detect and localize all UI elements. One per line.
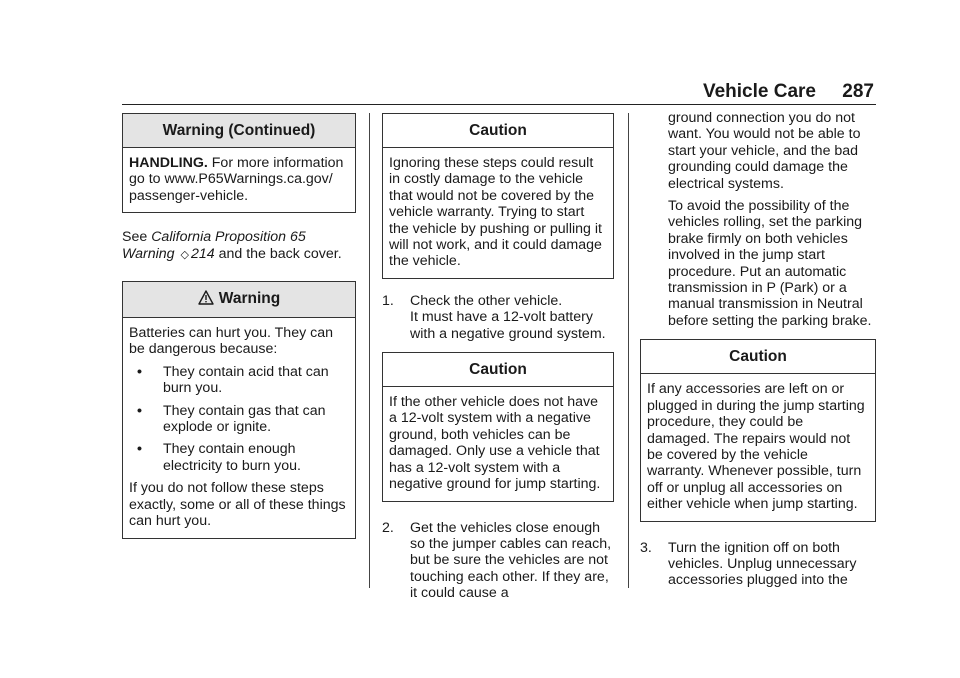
see-rest: and the back cover. [214,245,342,262]
caution-box-2 [382,352,614,501]
warning-continued-box [122,113,356,213]
step-number: 1. [382,292,394,309]
caution-title-2: Caution [383,353,613,387]
warning-header [123,282,355,318]
column-divider-1 [369,113,370,588]
warning-box [122,281,356,538]
warning-title: Warning [218,290,281,308]
reference-arrow-icon: ◇ [180,248,189,261]
step-2-paragraph: To avoid the possibility of the vehicles rolling, set the parking brake firmly on both vehicles involved in the jump start procedure. Put an automatic transmission in P (Park) or a manual transmission in Neutral before setting the parking brake. [668,198,872,329]
column-3 [640,110,876,589]
column-divider-2 [628,113,629,588]
warning-bullet: • They contain gas that can explode or ignite. [137,402,326,436]
caution-title-1: Caution [383,114,613,148]
step-text: Get the vehicles close enough so the jumper cables can reach, but be sure the vehicles are not touching each other. If they are, it could cause a [410,519,612,602]
step-3 [640,540,876,589]
caution-box-1 [382,113,614,279]
column-2 [382,113,614,602]
step-2 [382,520,614,602]
handling-text: For more information go to www.P65Warnings.ca.gov/ passenger-vehicle. [129,155,344,204]
step-number: 3. [640,539,652,556]
step-text: Turn the ignition off on both vehicles. Unplug unnecessary accessories plugged into the [668,539,857,589]
warning-continued-text [129,155,349,204]
step-text: Check the other vehicle. [410,292,563,309]
caution-text-1: Ignoring these steps could result in costly damage to the vehicle that would not be covered by the vehicle warranty. Trying to start the vehicle by pushing or pulling it will not work, and it could damage the vehicle. [389,155,602,270]
reference-link[interactable]: California Proposition 65 Warning [122,229,306,262]
warning-bullet: • They contain enough electricity to burn you. [137,441,301,474]
step-number: 2. [382,519,394,536]
see-label: See [122,229,152,246]
page-header [122,82,876,105]
step-2-continued: ground connection you do not want. You would not be able to start your vehicle, and the bad grounding could damage the electrical systems. [668,110,861,192]
page-number: 287 [842,81,874,102]
step-1 [382,293,614,342]
caution-text-3: If any accessories are left on or plugged in during the jump starting procedure, they could be damaged. The repairs would not be covered by the vehicle warranty. Whenever possible, turn off or unplug all accessories on either vehicle when jump starting. [647,381,865,513]
caution-title-3: Caution [641,340,875,374]
caution-box-3 [640,339,876,521]
reference-page[interactable]: 214 [191,245,215,262]
warning-continued-title: Warning (Continued) [123,114,355,148]
warning-triangle-icon [198,290,214,310]
warning-bullet: • They contain acid that can burn you. [137,363,329,397]
section-title: Vehicle Care [702,81,816,102]
warning-intro: Batteries can hurt you. They can be dangerous because: [129,325,333,358]
handling-lead: HANDLING. [129,155,208,171]
column-1 [122,113,356,539]
step-detail: It must have a 12-volt battery with a negative ground system. [410,309,606,342]
warning-outro: If you do not follow these steps exactly, some or all of these things can hurt you. [129,480,346,530]
see-reference-paragraph [122,229,356,263]
caution-text-2: If the other vehicle does not have a 12-volt system with a negative ground, both vehicles can be damaged. Only use a vehicle that has a 12-volt system with a negative ground for jump starting. [389,394,601,493]
